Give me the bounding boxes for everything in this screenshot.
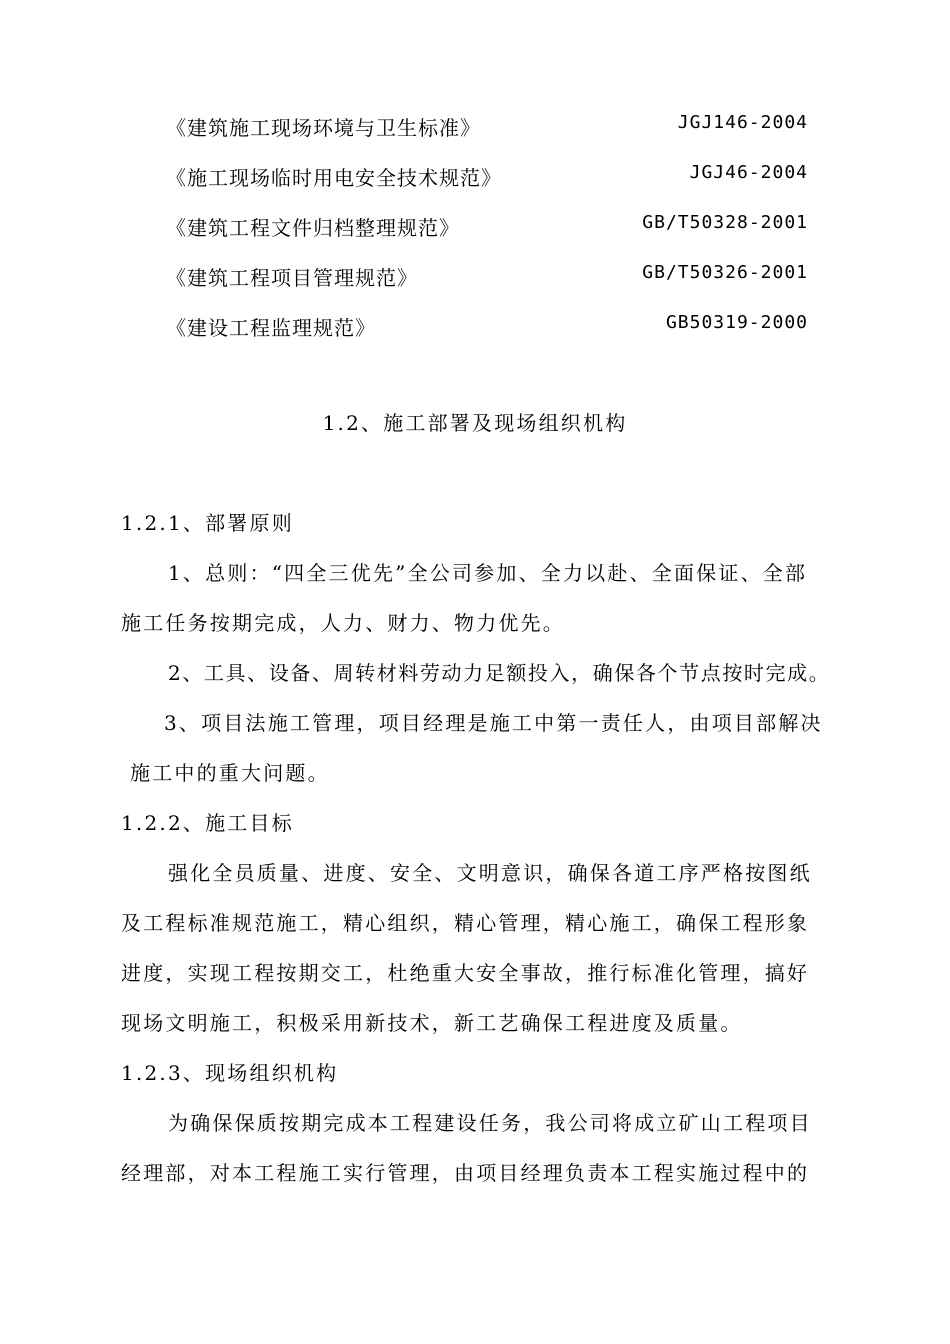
standard-name: 《建筑施工现场环境与卫生标准》 <box>166 116 481 140</box>
standard-code: GB50319-2000 <box>665 312 808 333</box>
paragraph-line: 2、工具、设备、周转材料劳动力足额投入，确保各个节点按时完成。 <box>168 661 831 685</box>
standard-code: GB/T50326-2001 <box>642 262 808 283</box>
standard-code: JGJ146-2004 <box>677 112 808 133</box>
standard-code: GB/T50328-2001 <box>642 212 808 233</box>
paragraph-line: 现场文明施工，积极采用新技术，新工艺确保工程进度及质量。 <box>121 1011 743 1035</box>
standard-name: 《施工现场临时用电安全技术规范》 <box>166 166 502 190</box>
section-heading-1-2-1: 1.2.1、部署原则 <box>121 511 294 535</box>
standard-name: 《建设工程监理规范》 <box>166 316 376 340</box>
standard-code: JGJ46-2004 <box>689 162 808 183</box>
standard-row <box>166 212 808 242</box>
paragraph-line: 施工任务按期完成，人力、财力、物力优先。 <box>121 611 565 635</box>
standard-row <box>166 312 808 342</box>
paragraph-line: 及工程标准规范施工，精心组织，精心管理，精心施工，确保工程形象 <box>121 911 810 935</box>
standard-name: 《建筑工程项目管理规范》 <box>166 266 418 290</box>
paragraph-line: 经理部，对本工程施工实行管理，由项目经理负责本工程实施过程中的 <box>121 1161 810 1185</box>
paragraph-line: 1、总则：“四全三优先”全公司参加、全力以赴、全面保证、全部 <box>168 561 808 585</box>
paragraph-line: 进度，实现工程按期交工，杜绝重大安全事故，推行标准化管理，搞好 <box>121 961 810 985</box>
standard-row <box>166 162 808 192</box>
section-heading-1-2-2: 1.2.2、施工目标 <box>121 811 294 835</box>
paragraph-line: 3、项目法施工管理，项目经理是施工中第一责任人，由项目部解决 <box>164 711 823 735</box>
paragraph-line: 强化全员质量、进度、安全、文明意识，确保各道工序严格按图纸 <box>168 861 812 885</box>
standard-name: 《建筑工程文件归档整理规范》 <box>166 216 460 240</box>
standard-row <box>166 262 808 292</box>
paragraph-line: 为确保保质按期完成本工程建设任务，我公司将成立矿山工程项目 <box>168 1111 812 1135</box>
paragraph-line: 施工中的重大问题。 <box>130 761 330 785</box>
section-title: 1.2、施工部署及现场组织机构 <box>322 411 628 435</box>
section-heading-1-2-3: 1.2.3、现场组织机构 <box>121 1061 339 1085</box>
standard-row <box>166 112 808 142</box>
